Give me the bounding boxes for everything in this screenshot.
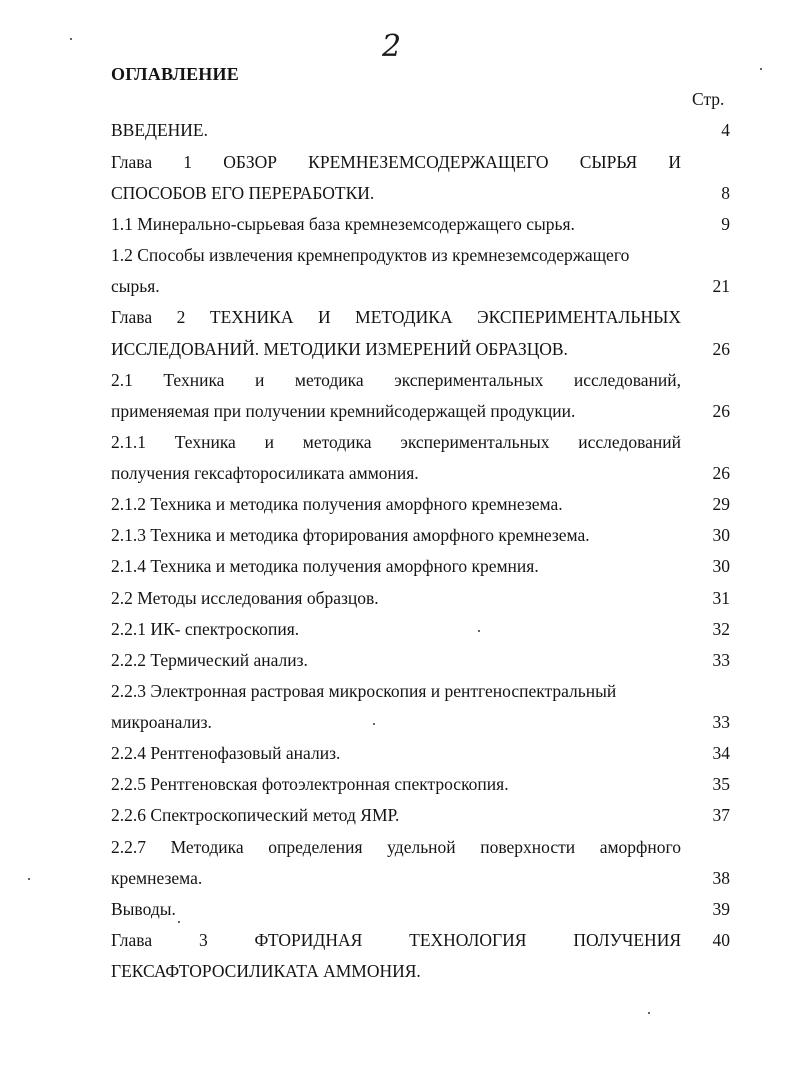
- toc-page-number: 31: [712, 588, 730, 608]
- toc-page-number: 26: [712, 463, 730, 483]
- toc-page-number: 32: [712, 619, 730, 639]
- toc-page-number: 9: [721, 214, 730, 234]
- toc-line: кремнезема.: [111, 868, 203, 888]
- toc-line: микроанализ.: [111, 712, 212, 732]
- toc-page-number: 30: [712, 556, 730, 576]
- toc-line: 2.1.2 Техника и методика получения аморфного кремнезема.: [111, 494, 563, 514]
- toc-line: ГЕКСАФТОРОСИЛИКАТА АММОНИЯ.: [111, 961, 421, 981]
- toc-line: 2.2.5 Рентгеновская фотоэлектронная спектроскопия.: [111, 774, 509, 794]
- toc-line: 2.1.1 Техника и методика экспериментальных исследований: [111, 432, 681, 452]
- toc-line: 2.1.4 Техника и методика получения аморфного кремния.: [111, 556, 539, 576]
- scan-speck: [178, 921, 180, 923]
- toc-line: 2.2.3 Электронная растровая микроскопия и рентгеноспектральный: [111, 681, 617, 701]
- toc-page-number: 30: [712, 525, 730, 545]
- toc-line: 2.2.7 Методика определения удельной поверхности аморфного: [111, 837, 681, 857]
- scan-speck: [760, 68, 762, 70]
- toc-line: Глава 1 ОБЗОР КРЕМНЕЗЕМСОДЕРЖАЩЕГО СЫРЬЯ И: [111, 152, 681, 172]
- toc-line: ИССЛЕДОВАНИЙ. МЕТОДИКИ ИЗМЕРЕНИЙ ОБРАЗЦОВ.: [111, 339, 568, 359]
- handwritten-page-number: 2: [382, 29, 402, 64]
- toc-line: 1.1 Минерально-сырьевая база кремнеземсодержащего сырья.: [111, 214, 575, 234]
- page-title: ОГЛАВЛЕНИЕ: [111, 64, 239, 84]
- toc-line: 2.1 Техника и методика экспериментальных исследований,: [111, 370, 681, 390]
- toc-page-number: 33: [712, 712, 730, 732]
- toc-line: Глава 3 ФТОРИДНАЯ ТЕХНОЛОГИЯ ПОЛУЧЕНИЯ: [111, 930, 681, 950]
- toc-page-number: 39: [712, 899, 730, 919]
- toc-page-number: 37: [712, 805, 730, 825]
- toc-line: 1.2 Способы извлечения кремнепродуктов из кремнеземсодержащего: [111, 245, 630, 265]
- toc-page-number: 26: [712, 401, 730, 421]
- scan-speck: [478, 630, 480, 632]
- toc-line: сырья.: [111, 276, 160, 296]
- toc-page-number: 38: [712, 868, 730, 888]
- toc-page-number: 21: [712, 276, 730, 296]
- toc-line: ВВЕДЕНИЕ.: [111, 120, 209, 140]
- toc-line: 2.2.4 Рентгенофазовый анализ.: [111, 743, 341, 763]
- toc-page-number: 4: [721, 120, 730, 140]
- scan-speck: [373, 723, 375, 725]
- toc-line: 2.1.3 Техника и методика фторирования аморфного кремнезема.: [111, 525, 590, 545]
- toc-line: получения гексафторосиликата аммония.: [111, 463, 419, 483]
- toc-line: 2.2 Методы исследования образцов.: [111, 588, 379, 608]
- toc-page-number: 26: [712, 339, 730, 359]
- scan-speck: [28, 878, 30, 880]
- toc-line: 2.2.2 Термический анализ.: [111, 650, 308, 670]
- toc-page-number: 34: [712, 743, 730, 763]
- scan-speck: [648, 1012, 650, 1014]
- toc-page-number: 33: [712, 650, 730, 670]
- toc-page-number: 29: [712, 494, 730, 514]
- scan-speck: [70, 38, 72, 40]
- toc-line: 2.2.6 Спектроскопический метод ЯМР.: [111, 805, 400, 825]
- toc-page-number: 40: [712, 930, 730, 950]
- toc-line: СПОСОБОВ ЕГО ПЕРЕРАБОТКИ.: [111, 183, 375, 203]
- toc-line: применяемая при получении кремнийсодержащей продукции.: [111, 401, 576, 421]
- toc-page-number: 8: [721, 183, 730, 203]
- toc-line: 2.2.1 ИК- спектроскопия.: [111, 619, 300, 639]
- toc-page-number: 35: [712, 774, 730, 794]
- page-column-label: Стр.: [692, 89, 725, 109]
- toc-line: Глава 2 ТЕХНИКА И МЕТОДИКА ЭКСПЕРИМЕНТАЛЬНЫХ: [111, 307, 681, 327]
- toc-line: Выводы.: [111, 899, 176, 919]
